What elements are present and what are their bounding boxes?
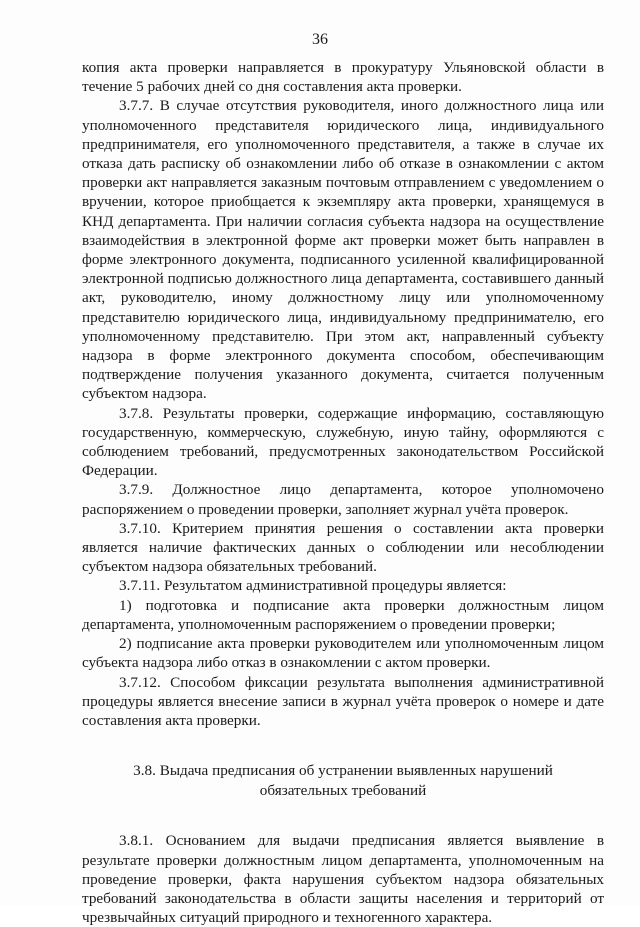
section-heading-line-2: обязательных требований (259, 781, 427, 799)
paragraph-3-8-1: 3.8.1. Основанием для выдачи предписания является выявление в результате проверки должностным лицом департамента, уполномоченным на проведение проверки, факта нарушения субъектом надзора обязательных требований законодательства в области защиты населения и территорий от чрезвычайных ситуаций природного и техногенного характера. (82, 832, 604, 927)
section-heading-3-8 (82, 761, 604, 800)
paragraph-3-7-7: 3.7.7. В случае отсутствия руководителя, иного должностного лица или уполномоченного представителя юридического лица, индивидуального предпринимателя, его уполномоченного представителя, а также в случае их отказа дать расписку об ознакомлении либо об отказе в ознакомлении с актом проверки акт направляется заказным почтовым отправлением с уведомлением о вручении, которое приобщается к экземпляру акта проверки, хранящемуся в КНД департамента. При наличии согласия субъекта надзора на осуществление взаимодействия в электронной форме акт проверки может быть направлен в форме электронного документа, подписанного усиленной квалифицированной электронной подписью должностного лица департамента, составившего данный акт, руководителю, иному должностному лицу или уполномоченному представителю юридического лица, индивидуальному предпринимателю, его уполномоченному представителю. При этом акт, направленный субъекту надзора в форме электронного документа способом, обеспечивающим подтверждение получения указанного документа, считается полученным субъектом надзора. (82, 97, 604, 403)
paragraph-3-7-12: 3.7.12. Способом фиксации результата выполнения административной процедуры является внесение записи в журнал учёта проверок о номере и дате составления акта проверки. (82, 673, 604, 729)
paragraph-3-7-9: 3.7.9. Должностное лицо департамента, которое уполномочено распоряжением о проведении проверки, заполняет журнал учёта проверок. (82, 481, 604, 518)
section-heading-line-1: 3.8. Выдача предписания об устранении выявленных нарушений (133, 762, 553, 780)
paragraph-continuation: копия акта проверки направляется в прокуратуру Ульяновской области в течение 5 рабочих дней со дня составления акта проверки. (82, 59, 604, 96)
list-item-2: 2) подписание акта проверки руководителем или уполномоченным лицом субъекта надзора либо отказ в ознакомлении с актом проверки. (82, 635, 604, 672)
document-body (82, 58, 604, 927)
page-number: 36 (312, 31, 328, 48)
paragraph-3-7-11: 3.7.11. Результатом административной процедуры является: (119, 577, 507, 595)
paragraph-3-7-10: 3.7.10. Критерием принятия решения о составлении акта проверки является наличие фактических данных о соблюдении или несоблюдении субъектом надзора обязательных требований. (82, 519, 604, 576)
list-item-1: 1) подготовка и подписание акта проверки должностным лицом департамента, уполномоченным распоряжением о проведении проверки; (82, 596, 604, 633)
paragraph-3-7-8: 3.7.8. Результаты проверки, содержащие информацию, составляющую государственную, коммерческую, служебную, иную тайну, оформляются с соблюдением требований, предусмотренных законодательством Российской Федерации. (82, 404, 604, 480)
